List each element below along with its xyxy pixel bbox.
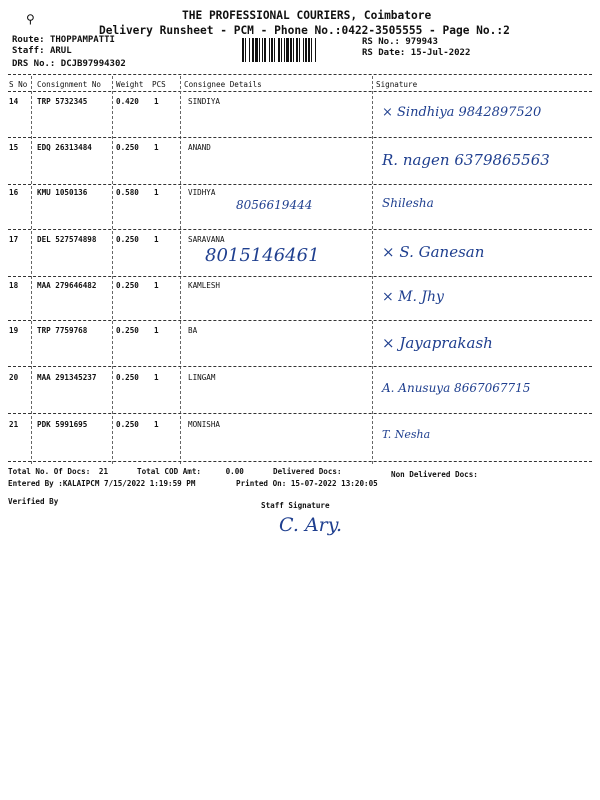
total-cod xyxy=(137,467,244,476)
column-header-signature: Signature xyxy=(376,80,418,89)
row-weight: 0.580 xyxy=(116,188,139,197)
row-weight: 0.420 xyxy=(116,97,139,106)
column-header-sno: S No xyxy=(9,80,28,89)
barcode-bar xyxy=(303,38,304,62)
staff-value: ARUL xyxy=(49,46,72,56)
row-sno: 21 xyxy=(9,420,19,429)
row-separator xyxy=(8,184,592,185)
row-weight: 0.250 xyxy=(116,281,139,290)
col-sep xyxy=(112,76,113,464)
barcode-bar xyxy=(269,38,270,62)
row-sno: 14 xyxy=(9,97,19,106)
barcode-bar xyxy=(315,38,316,62)
barcode-bar xyxy=(242,38,244,62)
document-subtitle: Delivery Runsheet - PCM - Phone No.:0422-3505555 - Page No.:2 xyxy=(99,24,510,37)
rs-date-label: RS Date: xyxy=(362,48,406,58)
row-pcs: 1 xyxy=(154,188,159,197)
row-consignment-no: EDQ 26313484 xyxy=(37,143,92,152)
row-pcs: 1 xyxy=(154,420,159,429)
rs-date-value: 15-Jul-2022 xyxy=(410,48,471,58)
total-cod-value: 0.00 xyxy=(225,467,244,476)
row-pcs: 1 xyxy=(154,235,159,244)
row-consignee: SINDIYA xyxy=(188,97,221,106)
row-separator xyxy=(8,276,592,277)
column-header-pcs: PCS xyxy=(152,80,166,89)
row-handwritten-signature: Shilesha xyxy=(382,196,434,210)
total-docs-value: 21 xyxy=(98,467,109,476)
row-pcs: 1 xyxy=(154,281,159,290)
printed-on: Printed On: 15-07-2022 13:20:05 xyxy=(236,479,378,488)
col-sep xyxy=(372,76,373,464)
total-docs-label: Total No. Of Docs: xyxy=(8,467,91,476)
row-consignment-no: MAA 291345237 xyxy=(37,373,97,382)
staff-signature-label: Staff Signature xyxy=(261,501,330,510)
route-line xyxy=(12,35,115,45)
row-consignee: MONISHA xyxy=(188,420,221,429)
row-separator xyxy=(8,461,592,462)
staff-label: Staff: xyxy=(12,46,45,56)
row-separator xyxy=(8,320,592,321)
barcode-bar xyxy=(284,38,285,62)
document-title: THE PROFESSIONAL COURIERS, Coimbatore xyxy=(182,9,432,22)
route-value: THOPPAMPATTI xyxy=(49,35,115,45)
row-pcs: 1 xyxy=(154,97,159,106)
staff-signature-handwriting: C. Ary. xyxy=(279,514,342,536)
barcode-bar xyxy=(255,38,258,62)
barcode-bar xyxy=(259,38,260,62)
route-label: Route: xyxy=(12,35,45,45)
row-separator xyxy=(8,366,592,367)
barcode-bar xyxy=(299,38,300,62)
row-handwritten-signature: × S. Ganesan xyxy=(382,243,485,261)
row-handwritten-phone: 8056619444 xyxy=(236,198,313,212)
table-header-rule xyxy=(8,91,592,92)
total-cod-label: Total COD Amt: xyxy=(137,467,202,476)
row-handwritten-phone: 8015146461 xyxy=(205,245,320,266)
barcode-bar xyxy=(249,38,250,62)
row-separator xyxy=(8,229,592,230)
col-sep xyxy=(180,76,181,464)
row-consignment-no: TRP 7759768 xyxy=(37,326,88,335)
row-consignee: LINGAM xyxy=(188,373,216,382)
barcode-bar xyxy=(271,38,273,62)
barcode-bar xyxy=(252,38,254,62)
entered-by: Entered By :KALAIPCM 7/15/2022 1:19:59 PM xyxy=(8,479,196,488)
barcode-bar xyxy=(308,38,310,62)
row-consignment-no: DEL 527574898 xyxy=(37,235,97,244)
row-consignment-no: MAA 279646482 xyxy=(37,281,97,290)
column-header-consignee: Consignee Details xyxy=(184,80,262,89)
row-sno: 20 xyxy=(9,373,19,382)
row-consignee: ANAND xyxy=(188,143,211,152)
row-sno: 16 xyxy=(9,188,19,197)
row-handwritten-signature: × Sindhiya 9842897520 xyxy=(382,105,542,120)
row-separator xyxy=(8,137,592,138)
row-sno: 19 xyxy=(9,326,19,335)
row-consignee: BA xyxy=(188,326,198,335)
non-delivered-docs-label: Non Delivered Docs: xyxy=(391,470,478,479)
row-handwritten-signature: T. Nesha xyxy=(382,428,431,441)
row-separator xyxy=(8,413,592,414)
barcode-bar xyxy=(290,38,292,62)
rs-date-line xyxy=(362,48,470,58)
barcode-bar xyxy=(293,38,294,62)
barcode-bar xyxy=(274,38,275,62)
row-weight: 0.250 xyxy=(116,373,139,382)
row-sno: 15 xyxy=(9,143,19,152)
row-sno: 17 xyxy=(9,235,19,244)
barcode-bar xyxy=(278,38,280,62)
row-consignee: SARAVANA xyxy=(188,235,225,244)
barcode xyxy=(242,38,352,62)
delivered-docs-label: Delivered Docs: xyxy=(273,467,342,476)
table-top-rule xyxy=(8,74,592,75)
row-handwritten-signature: R. nagen 6379865563 xyxy=(382,151,550,169)
drs-line xyxy=(12,59,126,69)
rs-no-label: RS No.: xyxy=(362,37,400,47)
row-consignment-no: TRP 5732345 xyxy=(37,97,88,106)
row-weight: 0.250 xyxy=(116,235,139,244)
row-handwritten-signature: × M. Jhy xyxy=(382,289,444,305)
row-handwritten-signature: A. Anusuya 8667067715 xyxy=(382,381,531,395)
col-sep xyxy=(31,76,32,464)
rs-no-value: 979943 xyxy=(405,37,438,47)
rs-no-line xyxy=(362,37,438,47)
row-weight: 0.250 xyxy=(116,143,139,152)
row-handwritten-signature: × Jayaprakash xyxy=(382,334,493,352)
row-consignee: VIDHYA xyxy=(188,188,216,197)
row-consignee: KAMLESH xyxy=(188,281,221,290)
drs-label: DRS No.: xyxy=(12,59,56,69)
row-pcs: 1 xyxy=(154,143,159,152)
drs-value: DCJB97994302 xyxy=(60,59,126,69)
row-consignment-no: KMU 1050136 xyxy=(37,188,88,197)
barcode-bar xyxy=(281,38,282,62)
barcode-bar xyxy=(245,38,246,62)
total-docs xyxy=(8,467,108,476)
barcode-bar xyxy=(264,38,266,62)
staff-line xyxy=(12,46,72,56)
column-header-consignment: Consignment No xyxy=(37,80,102,89)
row-weight: 0.250 xyxy=(116,326,139,335)
pen-mark-icon: ⚲ xyxy=(26,12,35,26)
column-header-weight: Weight xyxy=(116,80,144,89)
row-sno: 18 xyxy=(9,281,19,290)
barcode-bar xyxy=(305,38,307,62)
barcode-bar xyxy=(286,38,289,62)
row-weight: 0.250 xyxy=(116,420,139,429)
row-consignment-no: PDK 5991695 xyxy=(37,420,88,429)
barcode-bar xyxy=(296,38,298,62)
row-pcs: 1 xyxy=(154,373,159,382)
verified-by: Verified By xyxy=(8,497,59,506)
row-pcs: 1 xyxy=(154,326,159,335)
barcode-bar xyxy=(311,38,312,62)
barcode-bar xyxy=(262,38,263,62)
